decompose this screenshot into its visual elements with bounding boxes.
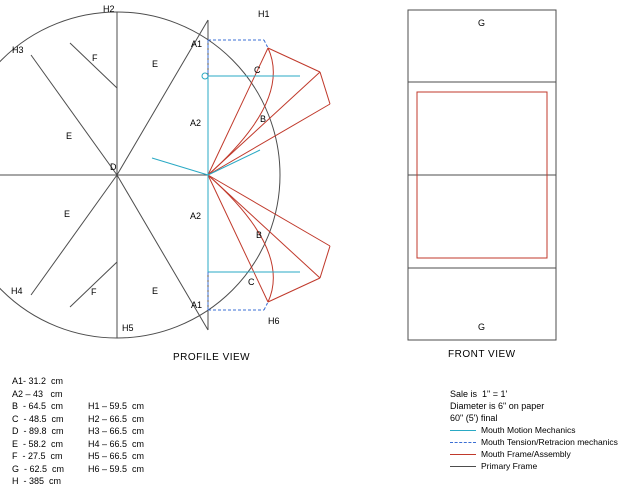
front-view-group [408,10,556,340]
legend [450,424,618,472]
label-h2: H2 [103,4,115,14]
chord-f-bottom [70,262,117,307]
dimension-item: A2 – 43 cm [12,388,63,399]
label-f-top: F [92,53,98,63]
label-h5: H5 [122,323,134,333]
legend-label: Primary Frame [481,461,538,471]
chord-f-top [70,43,117,88]
label-e-top-1: E [152,59,159,69]
mouth-motion-mechanics [152,73,300,272]
label-e-bot-2: E [152,286,159,296]
mouth-frame-assembly [208,48,330,302]
note-line: Sale is 1" = 1' [450,389,508,399]
legend-label: Mouth Tension/Retracion mechanics [481,437,618,447]
legend-row [450,448,618,460]
dimension-item: C - 48.5 cm [12,413,64,424]
legend-row [450,436,618,448]
label-h1: H1 [258,9,270,19]
label-h6: H6 [268,316,280,326]
dimension-item: B - 64.5 cm [12,401,64,411]
dimension-item: E - 58.2 cm [12,438,64,449]
legend-swatch-icon [450,430,476,431]
label-d: D [110,162,117,172]
note-line: 60" (5') final [450,413,498,423]
legend-label: Mouth Motion Mechanics [481,425,576,435]
label-c-top: C [254,65,261,75]
legend-row [450,460,618,472]
dimension-list-right [88,400,144,475]
spoke-h3 [31,55,117,175]
dimension-item: H4 – 66.5 cm [88,438,145,449]
dimension-item: F - 27.5 cm [12,451,63,461]
profile-view-group [0,12,330,338]
label-a2-bottom: A2 [190,211,202,221]
legend-row [450,424,618,436]
scale-notes [450,388,544,424]
front-view-title: FRONT VIEW [448,349,516,360]
dimension-item: G - 62.5 cm [12,463,65,474]
legend-label: Mouth Frame/Assembly [481,449,571,459]
dimension-item: H5 – 66.5 cm [88,451,145,461]
legend-swatch-icon [450,454,476,455]
front-view-label-g-top: G [478,18,486,28]
spoke-h4 [31,175,117,295]
dimension-list-left [12,375,64,488]
label-b-top: B [260,114,267,124]
dimension-item: H3 – 66.5 cm [88,426,145,436]
legend-swatch-icon [450,466,476,467]
dimension-item: H6 – 59.5 cm [88,463,145,474]
legend-swatch-icon [450,442,476,443]
dimension-item: H1 – 59.5 cm [88,401,145,411]
mouth-tension-mechanics [208,40,268,310]
note-line: Diameter is 6" on paper [450,401,545,411]
label-a1-bottom: A1 [191,300,203,310]
dimension-item: A1- 31.2 cm [12,376,64,386]
label-a1-top: A1 [191,39,203,49]
label-h4: H4 [11,286,23,296]
label-a2-top: A2 [190,118,202,128]
dimension-item: H2 – 66.5 cm [88,413,145,424]
label-c-bottom: C [248,277,255,287]
dimension-item: D - 89.8 cm [12,426,64,436]
dimension-item: H - 385 cm [12,476,62,486]
label-e-top-2: E [66,131,73,141]
label-e-bot-1: E [64,209,71,219]
label-f-bot: F [91,287,97,297]
front-view-label-g-bottom: G [478,322,486,332]
label-b-bottom: B [256,230,263,240]
profile-view-title: PROFILE VIEW [173,352,251,363]
label-h3: H3 [12,45,24,55]
